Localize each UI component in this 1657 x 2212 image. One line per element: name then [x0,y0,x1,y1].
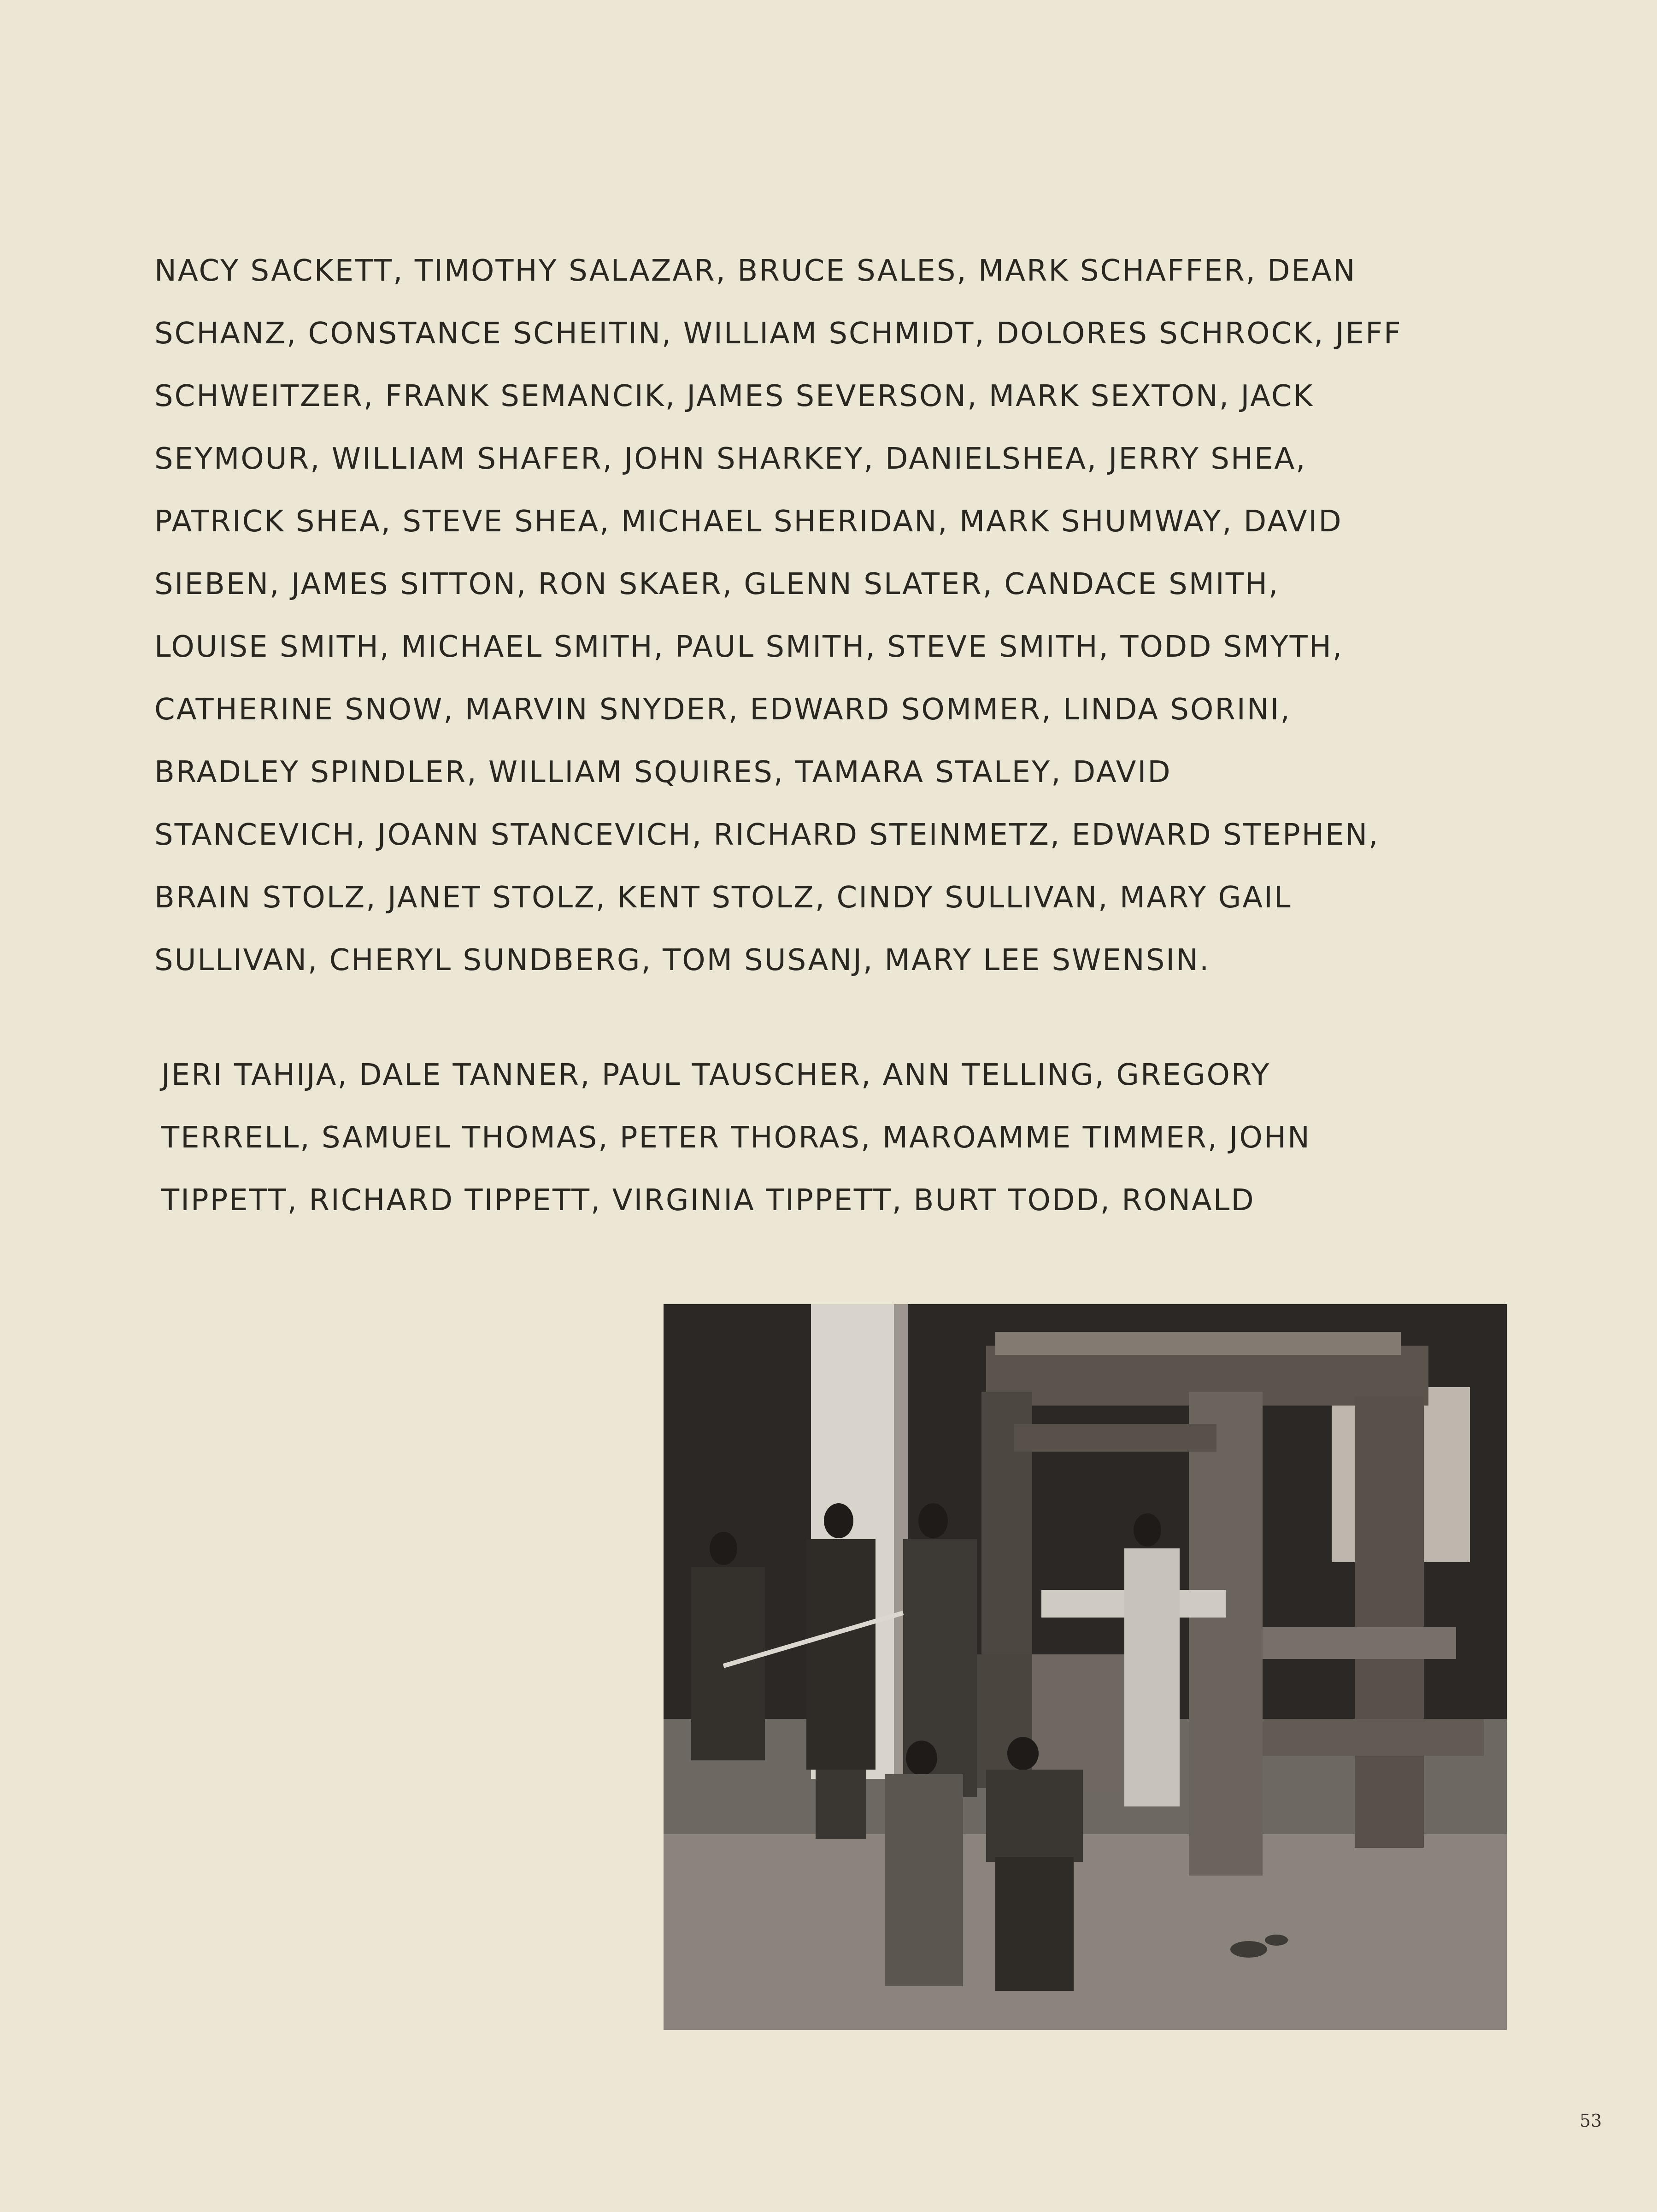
names-line: CATHERINE SNOW, MARVIN SNYDER, EDWARD SOMMER, LINDA SORINI, [154,693,1291,727]
photo-students-timber-frame [664,1304,1507,2030]
names-line: SCHWEITZER, FRANK SEMANCIK, JAMES SEVERSON, MARK SEXTON, JACK [154,379,1314,413]
names-line: SCHANZ, CONSTANCE SCHEITIN, WILLIAM SCHMIDT, DOLORES SCHROCK, JEFF [154,317,1402,351]
names-line: NACY SACKETT, TIMOTHY SALAZAR, BRUCE SALES, MARK SCHAFFER, DEAN [154,254,1357,288]
names-paragraph-2 [161,1044,1451,1232]
names-paragraph-1 [154,240,1445,992]
names-line: TIPPETT, RICHARD TIPPETT, VIRGINIA TIPPETT, BURT TODD, RONALD [161,1183,1255,1218]
names-line: SULLIVAN, CHERYL SUNDBERG, TOM SUSANJ, MARY LEE SWENSIN. [154,943,1210,977]
names-line: LOUISE SMITH, MICHAEL SMITH, PAUL SMITH, STEVE SMITH, TODD SMYTH, [154,630,1344,664]
page-number: 53 [1580,2111,1602,2131]
names-line: BRAIN STOLZ, JANET STOLZ, KENT STOLZ, CINDY SULLIVAN, MARY GAIL [154,881,1292,915]
names-line: TERRELL, SAMUEL THOMAS, PETER THORAS, MAROAMME TIMMER, JOHN [161,1121,1311,1155]
names-line: BRADLEY SPINDLER, WILLIAM SQUIRES, TAMARA STALEY, DAVID [154,755,1172,789]
names-line: JERI TAHIJA, DALE TANNER, PAUL TAUSCHER, ANN TELLING, GREGORY [161,1058,1271,1092]
names-line: SIEBEN, JAMES SITTON, RON SKAER, GLENN SLATER, CANDACE SMITH, [154,567,1280,601]
names-line: PATRICK SHEA, STEVE SHEA, MICHAEL SHERIDAN, MARK SHUMWAY, DAVID [154,505,1343,539]
names-line: STANCEVICH, JOANN STANCEVICH, RICHARD STEINMETZ, EDWARD STEPHEN, [154,818,1380,852]
names-line: SEYMOUR, WILLIAM SHAFER, JOHN SHARKEY, DANIELSHEA, JERRY SHEA, [154,442,1307,476]
